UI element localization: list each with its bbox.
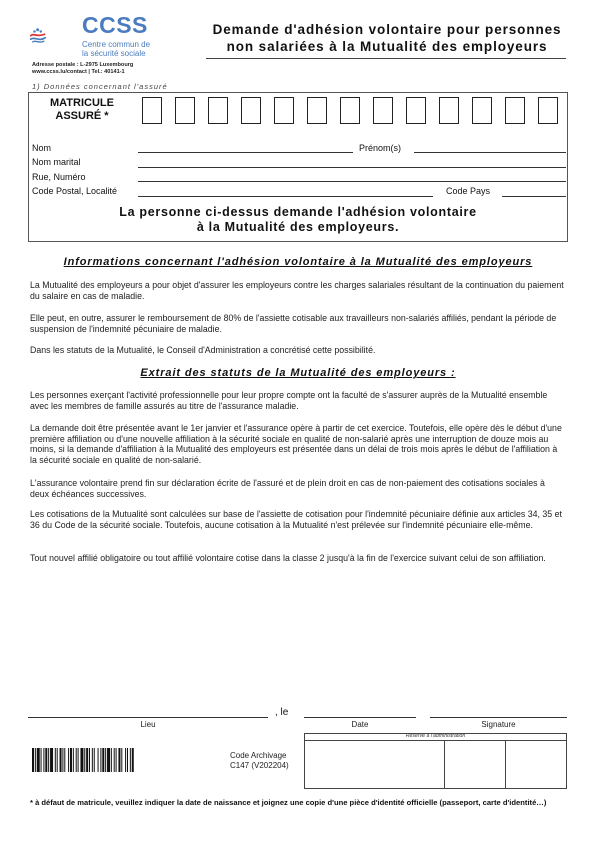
label-rue: Rue, Numéro <box>32 172 86 182</box>
statement-line: La personne ci-dessus demande l'adhésion volontaire <box>119 205 477 219</box>
label-code-pays: Code Pays <box>446 186 491 196</box>
field-lieu[interactable] <box>28 717 268 718</box>
info-paragraph: La Mutualité des employeurs a pour objet d'assurer les employeurs contre les charges salariales résultant de la continuation du paiement du salaire en cas de maladie. <box>30 280 564 301</box>
matricule-label <box>38 97 126 123</box>
barcode-bar <box>118 748 120 772</box>
label-code-postal: Code Postal, Localité <box>32 186 118 196</box>
barcode-bar <box>64 748 65 772</box>
label-nom: Nom <box>32 143 52 153</box>
info-section-title: Informations concernant l'adhésion volontaire à la Mutualité des employeurs <box>63 256 533 268</box>
matricule-digit-box[interactable] <box>307 97 327 124</box>
label-lieu: Lieu <box>140 720 156 729</box>
matricule-digit-box[interactable] <box>274 97 294 124</box>
barcode-bar <box>60 748 62 772</box>
barcode-bar <box>132 748 134 772</box>
matricule-digit-box[interactable] <box>142 97 162 124</box>
field-nom-marital[interactable] <box>138 167 566 168</box>
archive-barcode <box>32 748 210 772</box>
matricule-digit-box[interactable] <box>505 97 525 124</box>
barcode-bar <box>37 748 40 772</box>
logo-subtitle-line: Centre commun de <box>82 40 151 49</box>
field-rue[interactable] <box>138 181 566 182</box>
matricule-digit-box[interactable] <box>340 97 360 124</box>
barcode-bar <box>73 748 74 772</box>
barcode-bar <box>50 748 53 772</box>
barcode-bar <box>100 748 101 772</box>
matricule-digit-box[interactable] <box>406 97 426 124</box>
field-code-pays[interactable] <box>502 196 566 197</box>
admin-reserved-header: Réservé à l'administration <box>304 733 567 741</box>
barcode-bar <box>43 748 44 772</box>
extract-paragraph: La demande doit être présentée avant le 1er janvier et l'assurance opère à partir de cet exercice. Toutefois, elle opère dès le début d'une première affiliation ou d'une nouvelle affiliation à la sécurité sociale en qualité de non-salarié après une interruption de douze mois au moins, si la demande d'affiliation à la Mutualité des employeurs est présentée dans un délai de trois mois après le début de l'affiliation à la sécurité sociale en qualité de non-salarié. <box>30 423 562 465</box>
barcode-bar <box>89 748 90 772</box>
document-title <box>202 21 572 55</box>
barcode-bar <box>48 748 49 772</box>
matricule-label-line: MATRICULE <box>50 97 114 109</box>
le-text: , le <box>275 707 289 718</box>
barcode-bar <box>92 748 93 772</box>
barcode-bar <box>70 748 72 772</box>
footnote: * à défaut de matricule, veuillez indiquer la date de naissance et joignez une copie d'une pièce d'identité officielle (passeport, carte d'identité…) <box>30 798 547 807</box>
title-line: non salariées à la Mutualité des employeurs <box>226 39 548 54</box>
barcode-bar <box>105 748 106 772</box>
barcode-bar <box>107 748 110 772</box>
extract-paragraph: Les personnes exerçant l'activité professionnelle pour leur propre compte ont la faculté de s'assurer auprès de la Mutualité ensemble avec les membres de famille assurés au titre de l'assurance maladie. <box>30 390 548 411</box>
archive-version: C147 (V202204) <box>230 760 289 770</box>
field-prenom[interactable] <box>414 152 566 153</box>
statement-line: à la Mutualité des employeurs. <box>196 220 400 234</box>
label-date: Date <box>351 720 369 729</box>
barcode-bar <box>125 748 126 772</box>
label-prenom: Prénom(s) <box>359 143 402 153</box>
ccss-logo <box>30 14 82 58</box>
logo-subtitle-line: la sécurité sociale <box>82 49 146 58</box>
logo-subtitle <box>82 40 172 58</box>
barcode-bar <box>84 748 85 772</box>
barcode-bar <box>121 748 122 772</box>
field-date[interactable] <box>304 717 416 718</box>
extract-section-title: Extrait des statuts de la Mutualité des employeurs : <box>140 367 456 379</box>
barcode-bar <box>62 748 63 772</box>
barcode-bar <box>116 748 117 772</box>
admin-reserved-box <box>304 733 567 789</box>
matricule-digit-box[interactable] <box>472 97 492 124</box>
admin-divider <box>505 741 506 788</box>
barcode-bar <box>130 748 131 772</box>
barcode-bar <box>111 748 112 772</box>
barcode-bar <box>35 748 36 772</box>
matricule-digit-box[interactable] <box>175 97 195 124</box>
admin-divider <box>444 741 445 788</box>
title-line: Demande d'adhésion volontaire pour personnes <box>212 22 562 37</box>
info-paragraph: Dans les statuts de la Mutualité, le Conseil d'Administration a concrétisé cette possibilité. <box>30 345 376 355</box>
barcode-bar <box>32 748 34 772</box>
barcode-bar <box>102 748 104 772</box>
info-paragraph: Elle peut, en outre, assurer le remboursement de 80% de l'assiette cotisable aux travailleurs non-salariés affiliés, pendant la période de suspension de l'indemnité pécuniaire de maladie. <box>30 313 557 334</box>
title-underline <box>206 58 566 59</box>
contact-line: www.ccss.lu/contact | Tel.: 40141-1 <box>32 69 125 75</box>
extract-paragraph: Tout nouvel affilié obligatoire ou tout affilié volontaire cotise dans la classe 2 jusqu'à la fin de l'exercice suivant celui de son affiliation. <box>30 553 546 563</box>
barcode-bar <box>114 748 115 772</box>
label-nom-marital: Nom marital <box>32 157 81 167</box>
extract-paragraph: Les cotisations de la Mutualité sont calculées sur base de l'assiette de cotisation pour l'indemnité pécuniaire définie aux articles 34, 35 et 36 du Code de la sécurité sociale. Toutefois, aucune cotisation à la Mutualité n'est prélevée sur l'indemnité pécuniaire elle-même. <box>30 509 562 530</box>
label-signature: Signature <box>481 720 516 729</box>
barcode-bar <box>45 748 47 772</box>
barcode-bar <box>57 748 58 772</box>
address-line: Adresse postale : L-2975 Luxembourg <box>32 62 134 68</box>
barcode-bar <box>98 748 99 772</box>
archive-label: Code Archivage <box>230 751 287 760</box>
field-code-postal[interactable] <box>138 196 433 197</box>
barcode-bar <box>55 748 56 772</box>
barcode-bar <box>78 748 79 772</box>
matricule-digit-box[interactable] <box>439 97 459 124</box>
section-label-insured: 1) Données concernant l'assuré <box>32 82 168 91</box>
barcode-bar <box>80 748 83 772</box>
matricule-digit-box[interactable] <box>208 97 228 124</box>
extract-paragraph: L'assurance volontaire prend fin sur déclaration écrite de l'assuré et de plein droit en cas de non-paiement des cotisations sociales à deux échéances successives. <box>30 478 545 499</box>
matricule-label-line: ASSURÉ * <box>55 110 109 122</box>
barcode-bar <box>86 748 88 772</box>
barcode-bar <box>94 748 95 772</box>
postal-address <box>32 62 133 76</box>
barcode-bar <box>127 748 128 772</box>
matricule-digit-box[interactable] <box>241 97 261 124</box>
barcode-bar <box>68 748 69 772</box>
field-signature[interactable] <box>430 717 567 718</box>
barcode-bar <box>76 748 77 772</box>
adhesion-statement <box>28 205 568 235</box>
matricule-digit-box[interactable] <box>538 97 558 124</box>
logo-wordmark: CCSS <box>82 12 148 38</box>
archive-code <box>230 751 289 770</box>
barcode-bar <box>41 748 42 772</box>
matricule-digit-box[interactable] <box>373 97 393 124</box>
field-nom[interactable] <box>138 152 353 153</box>
